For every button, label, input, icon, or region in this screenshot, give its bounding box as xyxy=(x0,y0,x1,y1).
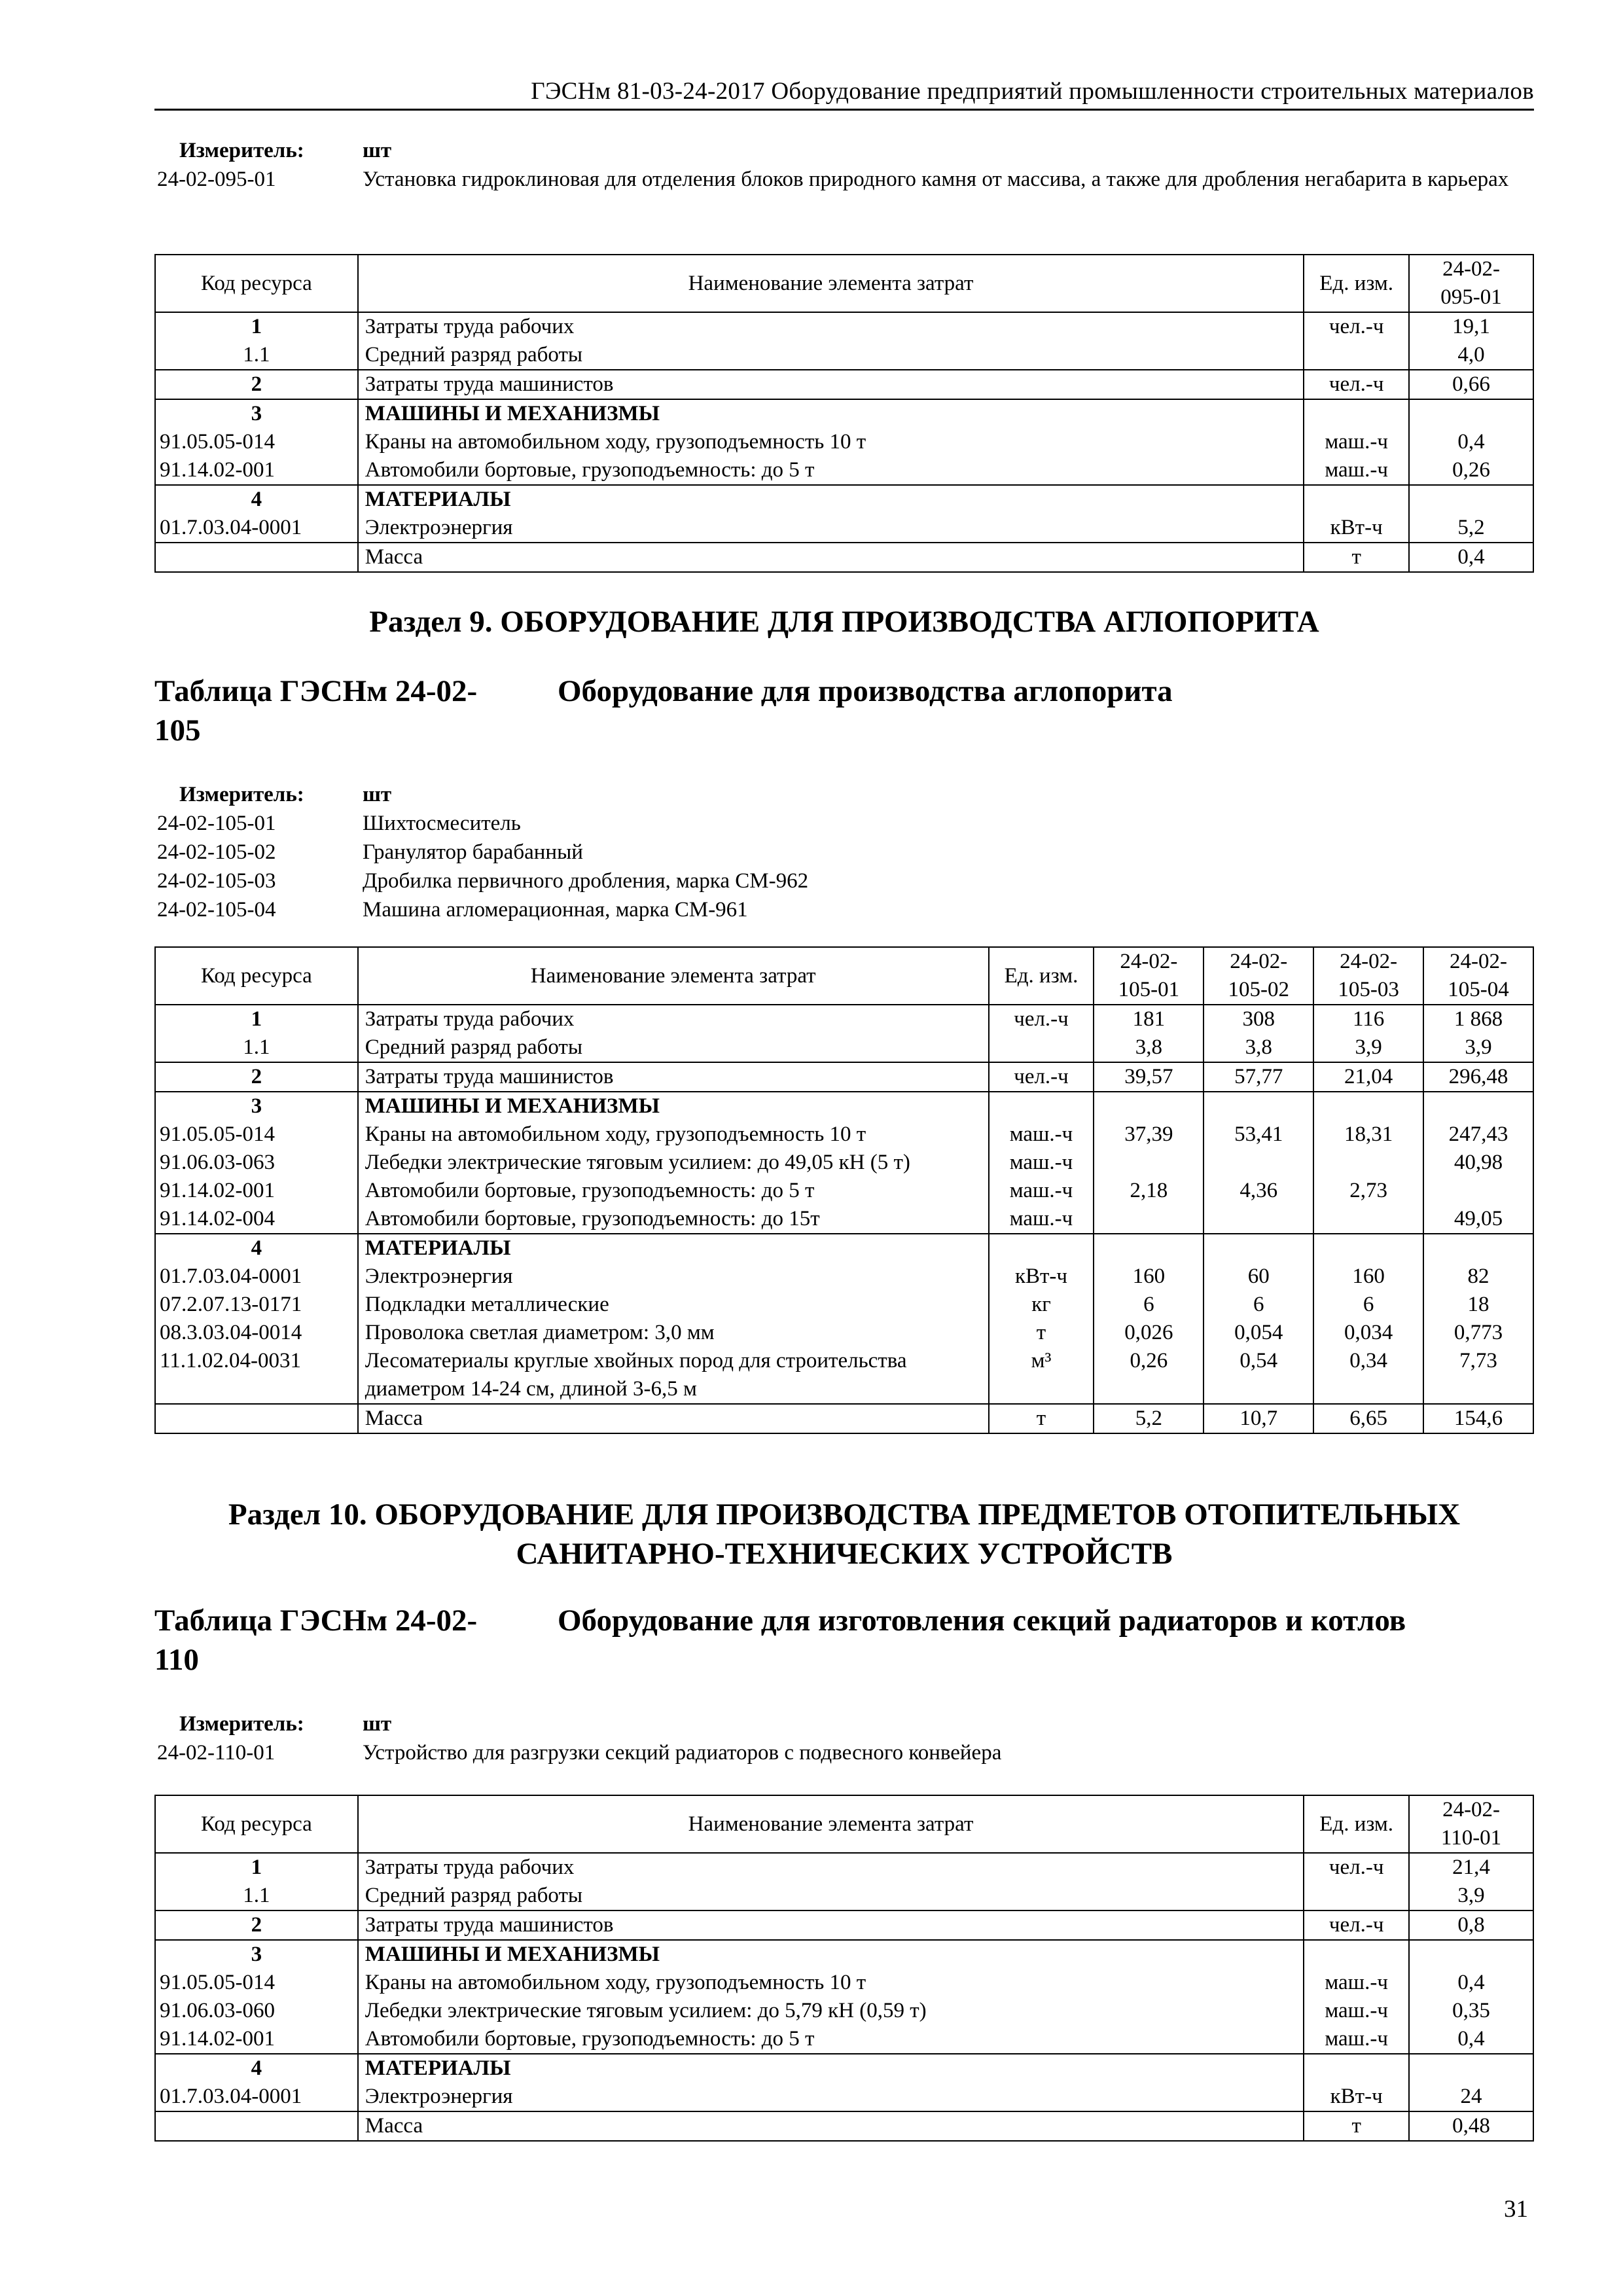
item-text: Установка гидроклиновая для отделения блоков природного камня от массива, а также для дробления негабарита в карьерах xyxy=(363,168,1509,191)
cell-value: 3,9 xyxy=(1313,1033,1423,1062)
header-norm-code: 24-02- 105-02 xyxy=(1204,947,1313,1005)
header-name: Наименование элемента затрат xyxy=(358,255,1304,312)
table-header-row xyxy=(155,255,1533,312)
cell-value: 0,026 xyxy=(1094,1319,1204,1347)
cell-name: Масса xyxy=(358,2111,1304,2141)
cell-value: 0,26 xyxy=(1094,1347,1204,1404)
cell-name: Затраты труда рабочих xyxy=(358,1853,1304,1882)
cell-unit xyxy=(1304,399,1409,428)
cell-value: 5,2 xyxy=(1094,1404,1204,1433)
item-text: Дробилка первичного дробления, марка СМ-962 xyxy=(363,869,809,893)
norm-table-095 xyxy=(154,254,1534,573)
table-row xyxy=(155,1177,1533,1205)
cell-value: 24 xyxy=(1409,2083,1533,2111)
header-norm-code: 24-02- 110-01 xyxy=(1409,1795,1533,1853)
cell-name: МАШИНЫ И МЕХАНИЗМЫ xyxy=(358,1092,989,1121)
cell-code: 91.14.02-001 xyxy=(155,456,358,485)
cell-name: Краны на автомобильном ходу, грузоподъемность 10 т xyxy=(358,1121,989,1149)
cell-value xyxy=(1094,1205,1204,1234)
measure-value: шт xyxy=(363,139,392,162)
cell-name: Лебедки электрические тяговым усилием: до 5,79 кН (0,59 т) xyxy=(358,1997,1304,2025)
cell-unit xyxy=(989,1092,1094,1121)
cell-name: МАТЕРИАЛЫ xyxy=(358,2054,1304,2083)
cell-value: 2,18 xyxy=(1094,1177,1204,1205)
cell-unit: чел.-ч xyxy=(1304,312,1409,341)
cell-code: 1 xyxy=(155,1853,358,1882)
cell-value: 3,8 xyxy=(1204,1033,1313,1062)
cell-name: Подкладки металлические xyxy=(358,1291,989,1319)
item-code: 24-02-105-04 xyxy=(157,898,276,922)
section-10-title-line2: САНИТАРНО-ТЕХНИЧЕСКИХ УСТРОЙСТВ xyxy=(516,1537,1173,1571)
table-row xyxy=(155,1092,1533,1121)
cell-code: 91.14.02-001 xyxy=(155,1177,358,1205)
header-name: Наименование элемента затрат xyxy=(358,1795,1304,1853)
norm-table-110 xyxy=(154,1795,1534,2142)
cell-code: 2 xyxy=(155,1910,358,1940)
cell-unit: чел.-ч xyxy=(1304,1910,1409,1940)
cell-value: 0,4 xyxy=(1409,428,1533,456)
table-row xyxy=(155,341,1533,370)
cell-value xyxy=(1313,1205,1423,1234)
cell-name: Лебедки электрические тяговым усилием: до 49,05 кН (5 т) xyxy=(358,1149,989,1177)
cell-value: 4,0 xyxy=(1409,341,1533,370)
cell-code: 07.2.07.13-0171 xyxy=(155,1291,358,1319)
item-text: Гранулятор барабанный xyxy=(363,840,583,864)
table-row xyxy=(155,1291,1533,1319)
cell-code: 4 xyxy=(155,1234,358,1263)
cell-value xyxy=(1204,1234,1313,1263)
cell-unit: м³ xyxy=(989,1347,1094,1404)
measure-label: Измеритель: xyxy=(179,783,304,806)
cell-value: 21,4 xyxy=(1409,1853,1533,1882)
item-code: 24-02-105-01 xyxy=(157,812,276,835)
cell-code: 01.7.03.04-0001 xyxy=(155,514,358,543)
table-row xyxy=(155,1149,1533,1177)
cell-value: 49,05 xyxy=(1423,1205,1533,1234)
cell-name: Электроэнергия xyxy=(358,1263,989,1291)
cell-name: МАШИНЫ И МЕХАНИЗМЫ xyxy=(358,399,1304,428)
table-row xyxy=(155,1205,1533,1234)
cell-unit xyxy=(1304,485,1409,514)
cell-name: Затраты труда рабочих xyxy=(358,312,1304,341)
cell-value: 296,48 xyxy=(1423,1062,1533,1092)
cell-value xyxy=(1423,1092,1533,1121)
measure-label: Измеритель: xyxy=(179,139,304,162)
table-row xyxy=(155,2083,1533,2111)
cell-code: 1 xyxy=(155,1005,358,1033)
cell-code: 4 xyxy=(155,485,358,514)
cell-code: 3 xyxy=(155,1092,358,1121)
cell-code: 4 xyxy=(155,2054,358,2083)
cell-unit xyxy=(989,1234,1094,1263)
cell-value: 2,73 xyxy=(1313,1177,1423,1205)
measure-value: шт xyxy=(363,783,392,806)
cell-value: 6 xyxy=(1094,1291,1204,1319)
table-row xyxy=(155,2054,1533,2083)
cell-value: 18 xyxy=(1423,1291,1533,1319)
norm-table-105 xyxy=(154,946,1534,1434)
cell-name: МАТЕРИАЛЫ xyxy=(358,485,1304,514)
cell-unit: маш.-ч xyxy=(989,1121,1094,1149)
cell-unit: маш.-ч xyxy=(1304,456,1409,485)
cell-value: 21,04 xyxy=(1313,1062,1423,1092)
header-code: Код ресурса xyxy=(155,1795,358,1853)
cell-value: 4,36 xyxy=(1204,1177,1313,1205)
cell-value: 3,9 xyxy=(1423,1033,1533,1062)
cell-code: 91.06.03-060 xyxy=(155,1997,358,2025)
header-norm-code: 24-02- 105-01 xyxy=(1094,947,1204,1005)
cell-unit: маш.-ч xyxy=(1304,1997,1409,2025)
cell-value: 0,4 xyxy=(1409,2025,1533,2054)
cell-code: 91.05.05-014 xyxy=(155,1121,358,1149)
cell-value: 6 xyxy=(1313,1291,1423,1319)
cell-value: 53,41 xyxy=(1204,1121,1313,1149)
table-row xyxy=(155,312,1533,341)
cell-value xyxy=(1409,399,1533,428)
cell-value: 116 xyxy=(1313,1005,1423,1033)
cell-name: Затраты труда машинистов xyxy=(358,370,1304,399)
cell-unit: т xyxy=(1304,2111,1409,2141)
cell-unit: кг xyxy=(989,1291,1094,1319)
cell-name: Автомобили бортовые, грузоподъемность: до 5 т xyxy=(358,456,1304,485)
cell-value: 0,48 xyxy=(1409,2111,1533,2141)
cell-unit: кВт-ч xyxy=(1304,514,1409,543)
table-title-105 xyxy=(154,672,1534,755)
cell-value xyxy=(1204,1149,1313,1177)
cell-name: Средний разряд работы xyxy=(358,1033,989,1062)
cell-value: 18,31 xyxy=(1313,1121,1423,1149)
section-10-title xyxy=(154,1495,1534,1573)
cell-unit xyxy=(989,1033,1094,1062)
cell-code: 08.3.03.04-0014 xyxy=(155,1319,358,1347)
cell-value xyxy=(1204,1092,1313,1121)
cell-value: 181 xyxy=(1094,1005,1204,1033)
measure-value: шт xyxy=(363,1712,392,1736)
cell-value: 160 xyxy=(1313,1263,1423,1291)
cell-value: 7,73 xyxy=(1423,1347,1533,1404)
cell-code xyxy=(155,1404,358,1433)
cell-value xyxy=(1409,485,1533,514)
cell-value: 39,57 xyxy=(1094,1062,1204,1092)
cell-unit: маш.-ч xyxy=(989,1205,1094,1234)
header-rule xyxy=(154,109,1534,111)
cell-name: Средний разряд работы xyxy=(358,341,1304,370)
table-row xyxy=(155,370,1533,399)
cell-unit xyxy=(1304,1882,1409,1910)
running-header: ГЭСНм 81-03-24-2017 Оборудование предприятий промышленности строительных материалов xyxy=(531,78,1534,105)
cell-name: Электроэнергия xyxy=(358,514,1304,543)
cell-name: Автомобили бортовые, грузоподъемность: до 15т xyxy=(358,1205,989,1234)
table-row xyxy=(155,1969,1533,1997)
table-row xyxy=(155,2111,1533,2141)
table-name: Оборудование для производства аглопорита xyxy=(558,674,1173,708)
header-code: Код ресурса xyxy=(155,255,358,312)
cell-value: 1 868 xyxy=(1423,1005,1533,1033)
cell-value: 0,35 xyxy=(1409,1997,1533,2025)
table-row xyxy=(155,1062,1533,1092)
header-norm-code: 24-02- 095-01 xyxy=(1409,255,1533,312)
cell-name: Краны на автомобильном ходу, грузоподъемность 10 т xyxy=(358,1969,1304,1997)
table-row xyxy=(155,1853,1533,1882)
cell-value xyxy=(1094,1149,1204,1177)
cell-code: 1.1 xyxy=(155,1033,358,1062)
cell-name: Автомобили бортовые, грузоподъемность: до 5 т xyxy=(358,1177,989,1205)
cell-unit: чел.-ч xyxy=(1304,370,1409,399)
cell-code xyxy=(155,2111,358,2141)
cell-value: 60 xyxy=(1204,1263,1313,1291)
measure-block-095 xyxy=(154,136,1534,194)
cell-value: 10,7 xyxy=(1204,1404,1313,1433)
cell-code: 1.1 xyxy=(155,341,358,370)
cell-unit xyxy=(1304,341,1409,370)
cell-value: 160 xyxy=(1094,1263,1204,1291)
cell-value xyxy=(1313,1149,1423,1177)
cell-value xyxy=(1094,1092,1204,1121)
cell-value xyxy=(1423,1177,1533,1205)
cell-code: 91.14.02-001 xyxy=(155,2025,358,2054)
cell-unit: маш.-ч xyxy=(1304,1969,1409,1997)
cell-value xyxy=(1423,1234,1533,1263)
cell-name: МАШИНЫ И МЕХАНИЗМЫ xyxy=(358,1940,1304,1969)
header-norm-code: 24-02- 105-03 xyxy=(1313,947,1423,1005)
table-row xyxy=(155,1404,1533,1433)
cell-value: 0,773 xyxy=(1423,1319,1533,1347)
cell-value xyxy=(1094,1234,1204,1263)
cell-code: 1.1 xyxy=(155,1882,358,1910)
cell-name: Лесоматериалы круглые хвойных пород для строительства диаметром 14-24 см, длиной 3-6,5 м xyxy=(358,1347,989,1404)
cell-name: Затраты труда рабочих xyxy=(358,1005,989,1033)
cell-unit: т xyxy=(989,1404,1094,1433)
cell-value: 6 xyxy=(1204,1291,1313,1319)
cell-value: 0,4 xyxy=(1409,543,1533,572)
cell-name: Электроэнергия xyxy=(358,2083,1304,2111)
table-row xyxy=(155,428,1533,456)
table-title-110 xyxy=(154,1601,1534,1685)
cell-code: 01.7.03.04-0001 xyxy=(155,2083,358,2111)
cell-code: 1 xyxy=(155,312,358,341)
cell-name: Затраты труда машинистов xyxy=(358,1910,1304,1940)
table-row xyxy=(155,1121,1533,1149)
cell-value: 0,034 xyxy=(1313,1319,1423,1347)
table-row xyxy=(155,1005,1533,1033)
cell-unit: маш.-ч xyxy=(1304,428,1409,456)
header-unit: Ед. изм. xyxy=(1304,1795,1409,1853)
section-10-title-line1: Раздел 10. ОБОРУДОВАНИЕ ДЛЯ ПРОИЗВОДСТВА ПРЕДМЕТОВ ОТОПИТЕЛЬНЫХ xyxy=(228,1498,1461,1532)
cell-name: Проволока светлая диаметром: 3,0 мм xyxy=(358,1319,989,1347)
table-row xyxy=(155,485,1533,514)
table-name: Оборудование для изготовления секций радиаторов и котлов xyxy=(558,1604,1406,1638)
cell-code: 11.1.02.04-0031 xyxy=(155,1347,358,1404)
cell-code: 91.06.03-063 xyxy=(155,1149,358,1177)
cell-value: 0,34 xyxy=(1313,1347,1423,1404)
cell-unit xyxy=(1304,2054,1409,2083)
cell-unit: т xyxy=(1304,543,1409,572)
section-9-title: Раздел 9. ОБОРУДОВАНИЕ ДЛЯ ПРОИЗВОДСТВА АГЛОПОРИТА xyxy=(369,605,1319,639)
header-unit: Ед. изм. xyxy=(989,947,1094,1005)
table-row xyxy=(155,514,1533,543)
cell-unit: кВт-ч xyxy=(989,1263,1094,1291)
cell-unit: чел.-ч xyxy=(1304,1853,1409,1882)
cell-value: 154,6 xyxy=(1423,1404,1533,1433)
cell-unit: т xyxy=(989,1319,1094,1347)
item-code: 24-02-110-01 xyxy=(157,1741,276,1765)
cell-value: 5,2 xyxy=(1409,514,1533,543)
page-number: 31 xyxy=(1504,2196,1528,2223)
cell-value: 3,9 xyxy=(1409,1882,1533,1910)
header-name: Наименование элемента затрат xyxy=(358,947,989,1005)
item-code: 24-02-105-02 xyxy=(157,840,276,864)
cell-value: 247,43 xyxy=(1423,1121,1533,1149)
cell-unit: чел.-ч xyxy=(989,1005,1094,1033)
cell-code: 01.7.03.04-0001 xyxy=(155,1263,358,1291)
cell-code: 2 xyxy=(155,370,358,399)
cell-value xyxy=(1409,1940,1533,1969)
table-row xyxy=(155,1910,1533,1940)
cell-code: 3 xyxy=(155,1940,358,1969)
cell-name: Средний разряд работы xyxy=(358,1882,1304,1910)
cell-code: 91.05.05-014 xyxy=(155,1969,358,1997)
cell-code: 3 xyxy=(155,399,358,428)
table-label: Таблица ГЭСНм 24-02- 110 xyxy=(154,1604,478,1677)
item-text: Машина агломерационная, марка СМ-961 xyxy=(363,898,748,922)
table-row xyxy=(155,2025,1533,2054)
item-text: Шихтосмеситель xyxy=(363,812,521,835)
cell-value: 0,66 xyxy=(1409,370,1533,399)
cell-code: 91.14.02-004 xyxy=(155,1205,358,1234)
header-code: Код ресурса xyxy=(155,947,358,1005)
item-code: 24-02-095-01 xyxy=(157,168,276,191)
cell-name: Масса xyxy=(358,1404,989,1433)
cell-name: Затраты труда машинистов xyxy=(358,1062,989,1092)
table-row xyxy=(155,456,1533,485)
item-text: Устройство для разгрузки секций радиаторов с подвесного конвейера xyxy=(363,1741,1002,1765)
cell-value xyxy=(1313,1092,1423,1121)
cell-name: МАТЕРИАЛЫ xyxy=(358,1234,989,1263)
table-row xyxy=(155,1234,1533,1263)
cell-value: 3,8 xyxy=(1094,1033,1204,1062)
cell-value: 6,65 xyxy=(1313,1404,1423,1433)
item-code: 24-02-105-03 xyxy=(157,869,276,893)
header-unit: Ед. изм. xyxy=(1304,255,1409,312)
cell-value: 57,77 xyxy=(1204,1062,1313,1092)
table-row xyxy=(155,543,1533,572)
cell-value: 0,4 xyxy=(1409,1969,1533,1997)
cell-unit: маш.-ч xyxy=(989,1177,1094,1205)
cell-unit: чел.-ч xyxy=(989,1062,1094,1092)
cell-value: 0,054 xyxy=(1204,1319,1313,1347)
cell-value xyxy=(1313,1234,1423,1263)
measure-block-110 xyxy=(154,1710,1534,1767)
table-header-row xyxy=(155,947,1533,1005)
table-row xyxy=(155,1940,1533,1969)
cell-code: 91.05.05-014 xyxy=(155,428,358,456)
cell-name: Масса xyxy=(358,543,1304,572)
cell-unit xyxy=(1304,1940,1409,1969)
cell-value: 40,98 xyxy=(1423,1149,1533,1177)
cell-value: 0,26 xyxy=(1409,456,1533,485)
measure-label: Измеритель: xyxy=(179,1712,304,1736)
table-row xyxy=(155,1033,1533,1062)
cell-value xyxy=(1409,2054,1533,2083)
table-row xyxy=(155,1263,1533,1291)
cell-unit: маш.-ч xyxy=(1304,2025,1409,2054)
measure-block-105 xyxy=(154,780,1534,924)
table-row xyxy=(155,1997,1533,2025)
cell-name: Автомобили бортовые, грузоподъемность: до 5 т xyxy=(358,2025,1304,2054)
cell-value: 37,39 xyxy=(1094,1121,1204,1149)
table-row xyxy=(155,1347,1533,1404)
table-label: Таблица ГЭСНм 24-02- 105 xyxy=(154,674,478,747)
cell-code xyxy=(155,543,358,572)
cell-code: 2 xyxy=(155,1062,358,1092)
table-row xyxy=(155,1882,1533,1910)
cell-value: 0,8 xyxy=(1409,1910,1533,1940)
cell-value: 19,1 xyxy=(1409,312,1533,341)
table-row xyxy=(155,1319,1533,1347)
header-norm-code: 24-02- 105-04 xyxy=(1423,947,1533,1005)
table-row xyxy=(155,399,1533,428)
cell-unit: кВт-ч xyxy=(1304,2083,1409,2111)
cell-value: 0,54 xyxy=(1204,1347,1313,1404)
table-header-row xyxy=(155,1795,1533,1853)
cell-unit: маш.-ч xyxy=(989,1149,1094,1177)
cell-value: 82 xyxy=(1423,1263,1533,1291)
cell-value: 308 xyxy=(1204,1005,1313,1033)
cell-value xyxy=(1204,1205,1313,1234)
cell-name: Краны на автомобильном ходу, грузоподъемность 10 т xyxy=(358,428,1304,456)
